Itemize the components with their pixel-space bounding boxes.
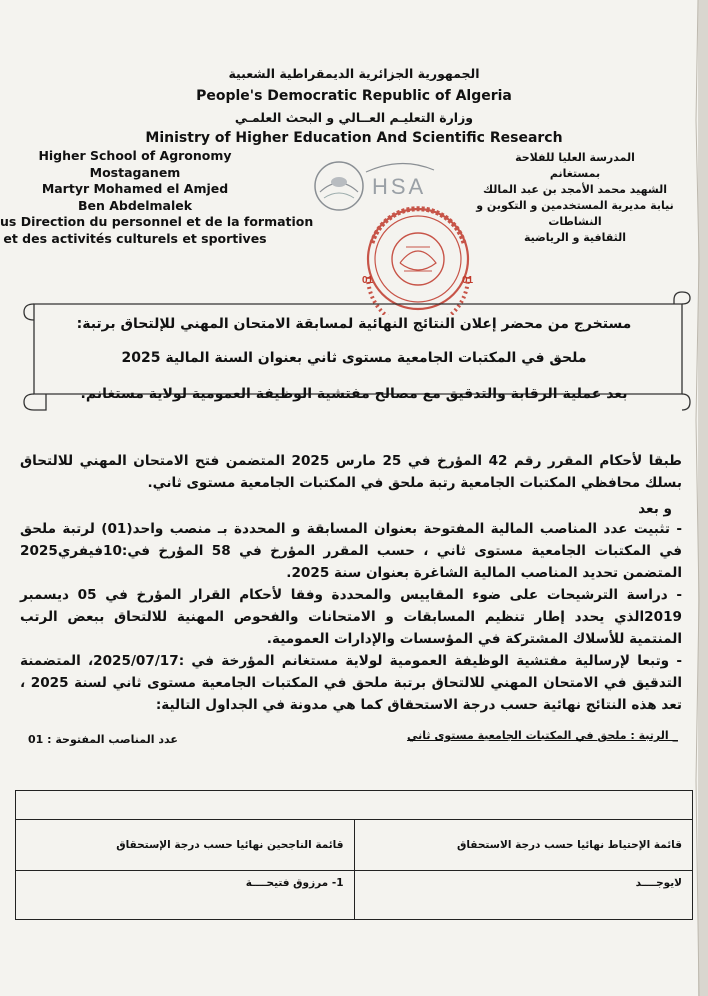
paragraph-posts: - تثبيت عدد المناصب المالية المفتوحة بعنوان المسابقة و المحددة بـ منصب واحد(01) لرتبة ملحق في المكتبات الجامعية مستوى ثاني ، حسب المقرر المؤرخ في 58 المؤرخ في:10فيفري2025 المتضمن تحديد المناصب المالية الشاغرة بعنوان سنة 2025. — [20, 521, 683, 581]
institution-line: Martyr Mohamed el Amjed — [41, 181, 229, 196]
paper-edge-shadow — [690, 0, 708, 996]
paragraph-wa-baad: و بعد — [638, 501, 672, 517]
institution-line: et des activités culturels et sportives — [3, 230, 267, 246]
reserve-candidate-cell: لايوجــــد — [354, 871, 693, 920]
institution-line: بمستغانم — [549, 167, 601, 180]
header-en-republic: People's Democratic Republic of Algeria — [196, 88, 512, 104]
table-gap-row — [16, 791, 693, 820]
paragraph-verification: - وتبعا لإرسالية مفتشية الوظيفة العمومية لولاية مستغانم المؤرخة في :2025/07/17، المتضمنة التدقيق في الامتحان المهني للالتحاق برتبة ملحق في المكتبات الجامعية مستوى ثاني لسنة 2025 ، تعد هذه النتائج نهائية حسب درجة الاستحقاق كما هي مدونة في الجداول التالية: — [20, 653, 682, 713]
header-success-list: قائمة الناجحين نهائيا حسب درجة الإستحقاق — [16, 820, 355, 871]
institution-line: Mostaganem — [89, 164, 181, 180]
banner-line-2: ملحق في المكتبات الجامعية مستوى ثاني بعنوان السنة المالية 2025 — [121, 350, 587, 366]
paragraph-decision: طبقا لأحكام المقرر رقم 42 المؤرخ في 25 مارس 2025 المتضمن فتح الامتحان المهني للالتحاق بسلك محافظي المكتبات الجامعية رتبة ملحق في المكتبات الجامعية مستوى ثاني. — [20, 453, 682, 491]
institution-line: الشهيد محمد الأمجد بن عبد المالك — [482, 183, 668, 196]
paragraph-candidates: - دراسة الترشيحات على ضوء المقاييس والمحددة وفقا لأحكام القرار المؤرخ في 05 ديسمبر 2019الذي يحدد إطار تنظيم المسابقات و الامتحانات والفحوص المهنية للالتحاق ببعض الرتب المنتمية للأسلاك المشتركة في المؤسسات والإدارات العمومية. — [20, 587, 683, 647]
institution-block-latin — [0, 148, 314, 247]
institution-block-arabic — [460, 150, 690, 246]
results-table — [15, 790, 693, 920]
institution-line: Higher School of Agronomy — [38, 148, 232, 163]
header-reserve-list: قائمة الإحتياط نهائيا حسب درجة الاستحقاق — [354, 820, 693, 871]
header-ar-ministry: وزارة التعليـم العــالي و البحث العلمـي — [234, 110, 474, 125]
institution-line: Ben Abdelmalek — [77, 197, 193, 213]
institution-line: الثقافية و الرياضية — [523, 231, 627, 244]
institution-line: نيابة مديرية المستخدمين و التكوين و النشاطات — [476, 199, 674, 228]
banner-line-1: مستخرج من محضر إعلان النتائج النهائية لمسابقة الامتحان المهني للإلتحاق برتبة: — [76, 316, 632, 332]
rank-label: _ الرتبة : ملحق في المكتبات الجامعية مستوى ثاني — [406, 729, 678, 742]
svg-text:01: 01 — [462, 275, 474, 286]
svg-text:01: 01 — [362, 275, 374, 286]
institution-line: us Direction du personnel et de la formation — [0, 214, 314, 229]
header-ar-republic: الجمهورية الجزائرية الديمقراطية الشعبية — [228, 66, 480, 81]
banner-line-3: بعد عملية الرقابة والتدقيق مع مصالح مفتشية الوظيفة العمومية لولاية مستغانم. — [80, 386, 628, 402]
success-candidate-cell: 1- مرزوق فتيحــــة — [16, 871, 355, 920]
header-en-ministry: Ministry of Higher Education And Scientific Research — [145, 130, 563, 146]
institution-line: المدرسة العليا للفلاحة — [515, 151, 635, 164]
open-posts-count: عدد المناصب المفتوحة : 01 — [28, 733, 178, 746]
table-header-row — [16, 820, 693, 871]
table-row — [16, 871, 693, 920]
logo-text: HSA — [372, 174, 427, 199]
